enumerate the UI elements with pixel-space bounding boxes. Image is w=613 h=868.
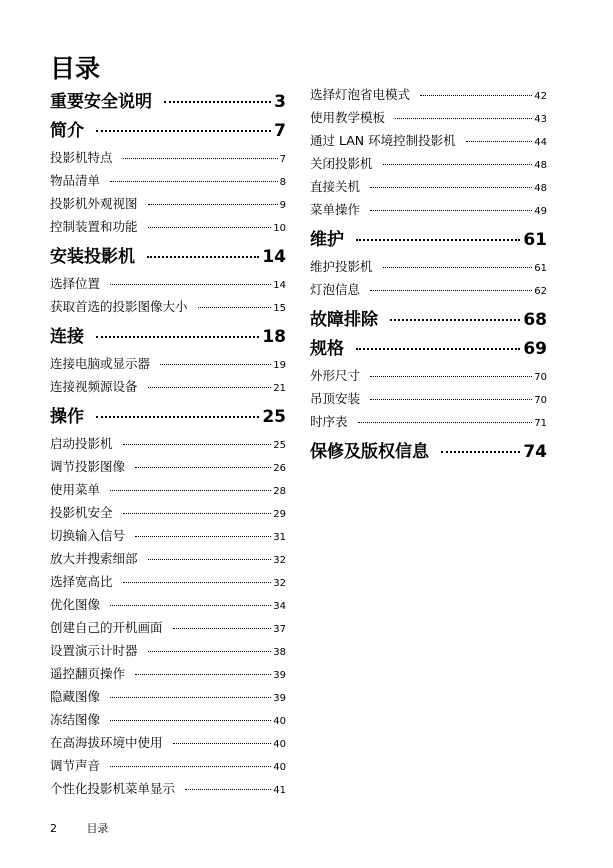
toc-page-number: 14	[262, 247, 286, 267]
toc-page-number: 29	[273, 509, 286, 520]
toc-entry-label: 设置演示计时器	[50, 643, 138, 658]
toc-entry-label: 调节声音	[50, 758, 101, 773]
toc-page-number: 10	[273, 223, 286, 234]
dot-leader	[148, 387, 272, 388]
toc-page-number: 68	[523, 310, 547, 330]
toc-page-number: 40	[273, 762, 286, 773]
toc-page-number: 25	[273, 440, 286, 451]
toc-page-number: 39	[273, 693, 286, 704]
dot-leader	[147, 256, 259, 258]
toc-entry-label: 使用菜单	[50, 482, 101, 497]
toc-page-number: 41	[273, 785, 286, 796]
toc-entry[interactable]	[50, 642, 286, 665]
toc-page-number: 9	[279, 200, 286, 211]
toc-entry[interactable]	[50, 734, 286, 757]
toc-page-number: 34	[273, 601, 286, 612]
toc-page-number: 15	[273, 303, 286, 314]
dot-leader	[160, 364, 271, 365]
toc-page-number: 8	[279, 177, 286, 188]
toc-page-number: 31	[273, 532, 286, 543]
toc-page-number: 42	[534, 91, 547, 102]
toc-section-heading[interactable]	[310, 441, 547, 463]
toc-entry[interactable]	[50, 780, 286, 803]
dot-leader	[441, 451, 520, 453]
toc-entry-label: 遥控翻页操作	[50, 666, 126, 681]
toc-entry-label: 连接电脑或显示器	[50, 356, 151, 371]
toc-entry[interactable]	[50, 573, 286, 596]
toc-entry[interactable]	[310, 86, 547, 109]
toc-entry-label: 灯泡信息	[310, 282, 361, 297]
dot-leader	[148, 204, 278, 205]
footer-label: 目录	[86, 822, 109, 835]
dot-leader	[383, 267, 533, 268]
toc-entry[interactable]	[50, 665, 286, 688]
dot-leader	[173, 743, 272, 744]
dot-leader	[370, 210, 532, 211]
dot-leader	[123, 582, 272, 583]
dot-leader	[135, 674, 271, 675]
toc-entry-label: 选择灯泡省电模式	[310, 87, 411, 102]
toc-entry[interactable]	[50, 757, 286, 780]
toc-entry[interactable]	[50, 504, 286, 527]
toc-page-number: 40	[273, 716, 286, 727]
toc-page-number: 26	[273, 463, 286, 474]
page-title: 目录	[50, 54, 101, 83]
toc-entry[interactable]	[50, 275, 286, 298]
dot-leader	[110, 181, 278, 182]
toc-section-label: 安装投影机	[50, 247, 135, 267]
toc-page-number: 71	[534, 418, 547, 429]
dot-leader	[96, 416, 259, 418]
dot-leader	[123, 444, 272, 445]
dot-leader	[148, 227, 272, 228]
toc-page-number: 48	[534, 183, 547, 194]
toc-section-label: 简介	[50, 121, 84, 141]
dot-leader	[370, 187, 532, 188]
toc-entry[interactable]	[50, 378, 286, 401]
toc-right-column	[310, 86, 547, 470]
toc-entry[interactable]	[50, 355, 286, 378]
toc-page-number: 74	[523, 442, 547, 462]
dot-leader	[123, 158, 278, 159]
toc-left-column	[50, 86, 286, 803]
dot-leader	[185, 789, 271, 790]
toc-entry-label: 创建自己的开机画面	[50, 620, 163, 635]
toc-entry[interactable]	[50, 619, 286, 642]
toc-entry[interactable]	[50, 688, 286, 711]
toc-entry-label: 冻结图像	[50, 712, 101, 727]
toc-section-heading[interactable]	[310, 338, 547, 360]
toc-page-number: 18	[262, 327, 286, 347]
dot-leader	[110, 720, 271, 721]
toc-page-number: 61	[523, 230, 547, 250]
dot-leader	[110, 284, 271, 285]
toc-section-label: 规格	[310, 339, 344, 359]
toc-page-number: 3	[274, 92, 286, 112]
toc-entry-label: 选择位置	[50, 276, 101, 291]
toc-entry[interactable]	[310, 390, 547, 413]
toc-page-number: 14	[273, 280, 286, 291]
toc-entry-label: 投影机安全	[50, 505, 113, 520]
dot-leader	[370, 399, 532, 400]
toc-entry-label: 启动投影机	[50, 436, 113, 451]
toc-section-heading[interactable]	[50, 246, 286, 268]
toc-entry[interactable]	[50, 711, 286, 734]
toc-entry-label: 物品清单	[50, 173, 101, 188]
dot-leader	[96, 130, 271, 132]
toc-page-number: 43	[534, 114, 547, 125]
toc-entry-label: 使用教学模板	[310, 110, 386, 125]
toc-entry[interactable]	[310, 413, 547, 436]
dot-leader	[358, 422, 533, 423]
dot-leader	[356, 348, 520, 350]
toc-page-number: 39	[273, 670, 286, 681]
toc-entry-label: 时序表	[310, 414, 348, 429]
toc-page-number: 32	[273, 555, 286, 566]
toc-section-label: 维护	[310, 230, 344, 250]
toc-entry[interactable]	[50, 596, 286, 619]
toc-entry[interactable]	[50, 149, 286, 172]
toc-entry-label: 个性化投影机菜单显示	[50, 781, 176, 796]
toc-page-number: 38	[273, 647, 286, 658]
toc-section-heading[interactable]	[310, 309, 547, 331]
dot-leader	[370, 376, 532, 377]
dot-leader	[173, 628, 272, 629]
toc-entry-label: 关闭投影机	[310, 156, 373, 171]
toc-page-number: 44	[534, 137, 547, 148]
toc-entry-label: 获取首选的投影图像大小	[50, 299, 188, 314]
page-footer	[50, 820, 109, 836]
toc-page-number: 7	[274, 121, 286, 141]
toc-page-number: 28	[273, 486, 286, 497]
toc-page-number: 19	[273, 360, 286, 371]
dot-leader	[164, 101, 271, 103]
toc-entry-label: 投影机特点	[50, 150, 113, 165]
toc-entry[interactable]	[310, 109, 547, 132]
toc-entry[interactable]	[310, 155, 547, 178]
dot-leader	[96, 336, 259, 338]
toc-entry[interactable]	[50, 481, 286, 504]
toc-entry[interactable]	[50, 527, 286, 550]
toc-entry[interactable]	[50, 435, 286, 458]
toc-entry-label: 隐藏图像	[50, 689, 101, 704]
dot-leader	[390, 319, 520, 321]
dot-leader	[383, 164, 533, 165]
dot-leader	[420, 95, 532, 96]
toc-section-label: 故障排除	[310, 310, 378, 330]
toc-entry[interactable]	[310, 201, 547, 224]
toc-entry[interactable]	[50, 172, 286, 195]
toc-section-heading[interactable]	[50, 326, 286, 348]
toc-entry[interactable]	[310, 367, 547, 390]
toc-page-number: 37	[273, 624, 286, 635]
dot-leader	[135, 467, 271, 468]
dot-leader	[370, 290, 532, 291]
toc-entry[interactable]	[50, 195, 286, 218]
toc-entry-label: 放大并搜索细部	[50, 551, 138, 566]
toc-entry-label: 维护投影机	[310, 259, 373, 274]
toc-entry[interactable]	[310, 258, 547, 281]
toc-entry[interactable]	[310, 132, 547, 155]
toc-section-heading[interactable]	[310, 229, 547, 251]
dot-leader	[148, 651, 272, 652]
toc-page-number: 70	[534, 372, 547, 383]
toc-entry-label: 在高海拔环境中使用	[50, 735, 163, 750]
toc-entry-label: 调节投影图像	[50, 459, 126, 474]
toc-page-number: 25	[262, 407, 286, 427]
dot-leader	[466, 141, 533, 142]
toc-page-number: 69	[523, 339, 547, 359]
toc-entry-label: 直接关机	[310, 179, 361, 194]
toc-page-number: 61	[534, 263, 547, 274]
toc-page-number: 21	[273, 383, 286, 394]
toc-entry-label: 吊顶安装	[310, 391, 361, 406]
toc-page-number: 49	[534, 206, 547, 217]
dot-leader	[395, 118, 532, 119]
toc-entry-label: 控制装置和功能	[50, 219, 138, 234]
toc-entry-label: 投影机外观视图	[50, 196, 138, 211]
toc-entry[interactable]	[310, 178, 547, 201]
toc-entry-label: 外形尺寸	[310, 368, 361, 383]
dot-leader	[135, 536, 271, 537]
toc-entry[interactable]	[50, 550, 286, 573]
toc-page-number: 62	[534, 286, 547, 297]
toc-section-label: 连接	[50, 327, 84, 347]
dot-leader	[110, 605, 271, 606]
dot-leader	[110, 697, 271, 698]
toc-page-number: 7	[279, 154, 286, 165]
toc-entry-label: 选择宽高比	[50, 574, 113, 589]
dot-leader	[123, 513, 272, 514]
toc-page-number: 70	[534, 395, 547, 406]
toc-entry[interactable]	[50, 218, 286, 241]
toc-entry-label: 连接视频源设备	[50, 379, 138, 394]
footer-page-number: 2	[50, 822, 57, 835]
toc-page-number: 40	[273, 739, 286, 750]
toc-section-label: 操作	[50, 407, 84, 427]
toc-section-heading[interactable]	[50, 91, 286, 113]
dot-leader	[110, 766, 271, 767]
toc-entry-label: 切换输入信号	[50, 528, 126, 543]
toc-entry[interactable]	[310, 281, 547, 304]
dot-leader	[110, 490, 271, 491]
toc-entry-label: 通过 LAN 环境控制投影机	[310, 133, 456, 148]
toc-page-number: 32	[273, 578, 286, 589]
toc-section-label: 保修及版权信息	[310, 442, 429, 462]
dot-leader	[198, 307, 272, 308]
toc-section-heading[interactable]	[50, 406, 286, 428]
toc-entry-label: 菜单操作	[310, 202, 361, 217]
toc-entry-label: 优化图像	[50, 597, 101, 612]
toc-entry[interactable]	[50, 458, 286, 481]
toc-entry[interactable]	[50, 298, 286, 321]
dot-leader	[148, 559, 272, 560]
dot-leader	[356, 239, 520, 241]
toc-section-label: 重要安全说明	[50, 92, 152, 112]
toc-section-heading[interactable]	[50, 120, 286, 142]
toc-page-number: 48	[534, 160, 547, 171]
